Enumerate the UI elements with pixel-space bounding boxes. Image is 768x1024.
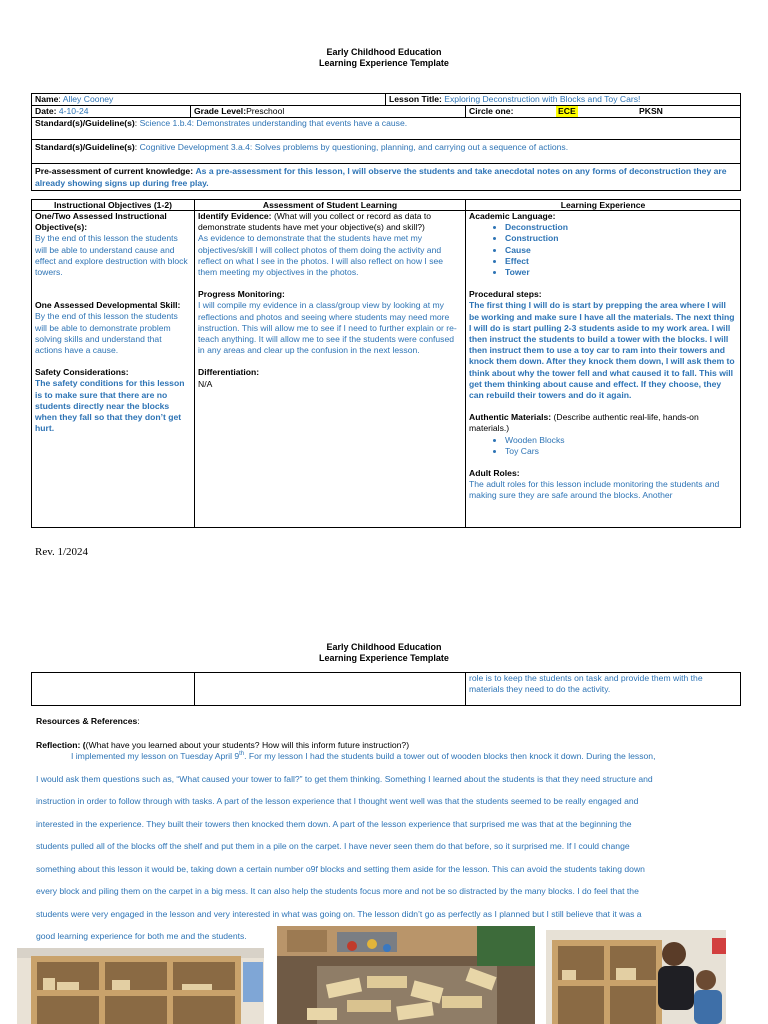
safety-text: The safety conditions for this lesson is to make sure that there are no students directly near the blocks when they fall so that they don’t get hurt. [35,378,185,434]
lesson-info-table [31,93,741,191]
block-pile-photo [277,926,535,1024]
objective-text: By the end of this lesson the students will be able to understand cause and effect and explore destruction with block towers. [35,233,188,278]
reflection-line: I would ask them questions such as, “What caused your tower to fall?” to get them thinking. Something I learned about the students is that they need structure and [36,773,653,784]
list-item: • Toy Cars [505,446,737,457]
procedural-heading: Procedural steps: [469,289,542,300]
continued-empty-cell-2 [195,673,466,706]
developmental-skill-heading: One Assessed Developmental Skill: [35,300,181,311]
revision-note: Rev. 1/2024 [35,546,89,558]
evidence-prompt: (What will you collect or record as data to demonstrate students have met your objective(s) and skill?) [198,211,432,233]
resources-references-label: Resources & References: [36,716,140,726]
adult-roles-heading: Adult Roles: [469,468,520,479]
circle-option-ece[interactable]: ECE [558,106,576,117]
continued-adult-roles: role is to keep the students on task and provide them with the materials they need to do the activity. [466,673,741,706]
progress-text: I will compile my evidence in a class/group view by looking at my reflections and photos and seeing where students may need more instruction. This will allow me to see if I need to further explain or re-teach anything. It will allow me to see if the students were confused in any areas and clear up the confusion in the next lesson. [198,300,457,356]
preassessment-value: As a pre-assessment for this lesson, I will observe the students and take anecdotal notes on any forms of deconstruction they are already showing signs up during free play. [35,166,727,188]
reflection-line: I implemented my lesson on Tuesday April 9th. For my lesson I had the students build a tower out of wooden blocks then knock it down. During the lesson, [71,751,656,761]
reflection-text [36,745,736,948]
page1-header-line2: Learning Experience Template [319,58,449,68]
differentiation-heading: Differentiation: [198,367,260,378]
classroom-shelf-photo [17,948,264,1024]
authentic-materials-list [469,435,737,457]
col-header-assessment: Assessment of Student Learning [195,200,466,211]
list-item: • Tower [505,267,737,278]
grade-cell: Grade Level:Preschool [191,106,466,118]
evidence-heading: Identify Evidence: [198,211,272,221]
reflection-line: something about this lesson it would be, taking down a certain number o9f blocks and setting them aside for the lesson. This can avoid the students taking down [36,863,645,874]
adult-roles-text: The adult roles for this lesson include monitoring the students and making sure they are safe around the blocks. Another [469,479,720,501]
circle-option-pksn[interactable]: PKSN [639,106,663,117]
grade-value: Preschool [246,106,285,117]
lesson-title-cell: Lesson Title: Exploring Deconstruction with Blocks and Toy Cars! [386,94,741,106]
authentic-materials-heading: Authentic Materials: [469,412,552,423]
col-header-experience: Learning Experience [466,200,741,211]
standard1-value: Science 1.b.4: Demonstrates understanding that events have a cause. [139,118,408,129]
list-item: • Deconstruction [505,222,737,233]
circle-cell: Circle one: ECE PKSN [466,106,741,118]
developmental-skill-text: By the end of this lesson the students will be able to demonstrate problem solving skills and understand that actions have a cause. [35,311,178,356]
progress-heading: Progress Monitoring: [198,289,285,300]
page2-header-line1: Early Childhood Education [326,642,442,652]
lesson-title-value: Exploring Deconstruction with Blocks and Toy Cars! [444,94,641,104]
students-shelf-photo [546,930,726,1024]
col-header-objectives: Instructional Objectives (1-2) [32,200,195,211]
experience-column [466,211,741,528]
preassessment-cell: Pre-assessment of current knowledge: As a pre-assessment for this lesson, I will observe the students and take anecdotal notes on any forms of deconstruction they are already showing signs up during free play. [32,164,741,191]
safety-heading: Safety Considerations: [35,367,129,378]
date-cell: Date: 4-10-24 [32,106,191,118]
reflection-line: every block and piling them on the carpet in a big mess. It can also help the students focus more and not be so distracted by the many blocks. I do feel that the [36,886,639,896]
list-item: • Wooden Blocks [505,435,737,446]
reflection-line: good learning experience for both me and the students. [36,931,247,941]
assessment-column [195,211,466,528]
reflection-line: students were very engaged in the lesson and very interested in what was going on. The lesson didn’t go as perfectly as I planned but I still believe that it was a [36,908,642,919]
authentic-materials-prompt: (Describe authentic real-life, hands-on materials.) [469,412,699,434]
procedural-text: The first thing I will do is start by prepping the area where I will be working and make sure I have all the materials. The next thing I will do is start pulling 2-3 students aside to my work area. I will then instruct the students to build a tower with the blocks. I will then instruct them to use a toy car to ram into their towers and knock them down. After they knock them down, I will ask them to think about why the tower fell and what caused it to fall. This will get them thinking about cause and effect. If they choose, they can rebuild their towers and do it again. [469,300,735,401]
continued-table [31,672,741,706]
objectives-column [32,211,195,528]
list-item: • Cause [505,245,737,256]
lesson-plan-table [31,199,741,528]
reflection-line: interested in the experience. They built their towers then knocked them down. A part of the lesson experience that surprised me was that at the beginning the [36,818,632,829]
reflection-line: students pulled all of the blocks off the shelf and put them in a pile on the carpet. I have never seen them do that before, so it surprised me. If I could change [36,841,630,851]
name-value: Alley Cooney [62,94,114,104]
evidence-text: As evidence to demonstrate that the students have met my objectives/skill I will collect photos of them doing the activity and reflect on what I see in the photos. I will also reflect on how I see them meeting my objectives in the photos. [198,233,444,278]
differentiation-text: N/A [198,378,213,389]
date-value: 4-10-24 [58,106,89,117]
academic-language-list [469,222,737,278]
name-cell: Name: Alley Cooney [32,94,386,106]
standard2-value: Cognitive Development 3.a.4: Solves problems by questioning, planning, and carrying out a sequence of actions. [139,142,569,153]
page2-header-line2: Learning Experience Template [319,653,449,663]
reflection-line: instruction in order to follow through with tasks. A part of the lesson experience that I thought went well was that the students seemed to be really engaged and [36,796,639,806]
objective-heading: One/Two Assessed Instructional Objective(s): [35,211,167,233]
continued-empty-cell-1 [32,673,195,706]
standard1-cell: Standard(s)/Guideline(s): Science 1.b.4: Demonstrates understanding that events have a cause. [32,118,741,140]
standard2-cell: Standard(s)/Guideline(s): Cognitive Development 3.a.4: Solves problems by questioning, planning, and carrying out a sequence of actions. [32,140,741,164]
reflection-heading: Reflection: ((What have you learned about your students? How will this inform future instruction?) [36,740,410,750]
list-item: • Effect [505,256,737,267]
academic-language-heading: Academic Language: [469,211,556,221]
page1-header-line1: Early Childhood Education [326,47,442,57]
list-item: • Construction [505,233,737,244]
